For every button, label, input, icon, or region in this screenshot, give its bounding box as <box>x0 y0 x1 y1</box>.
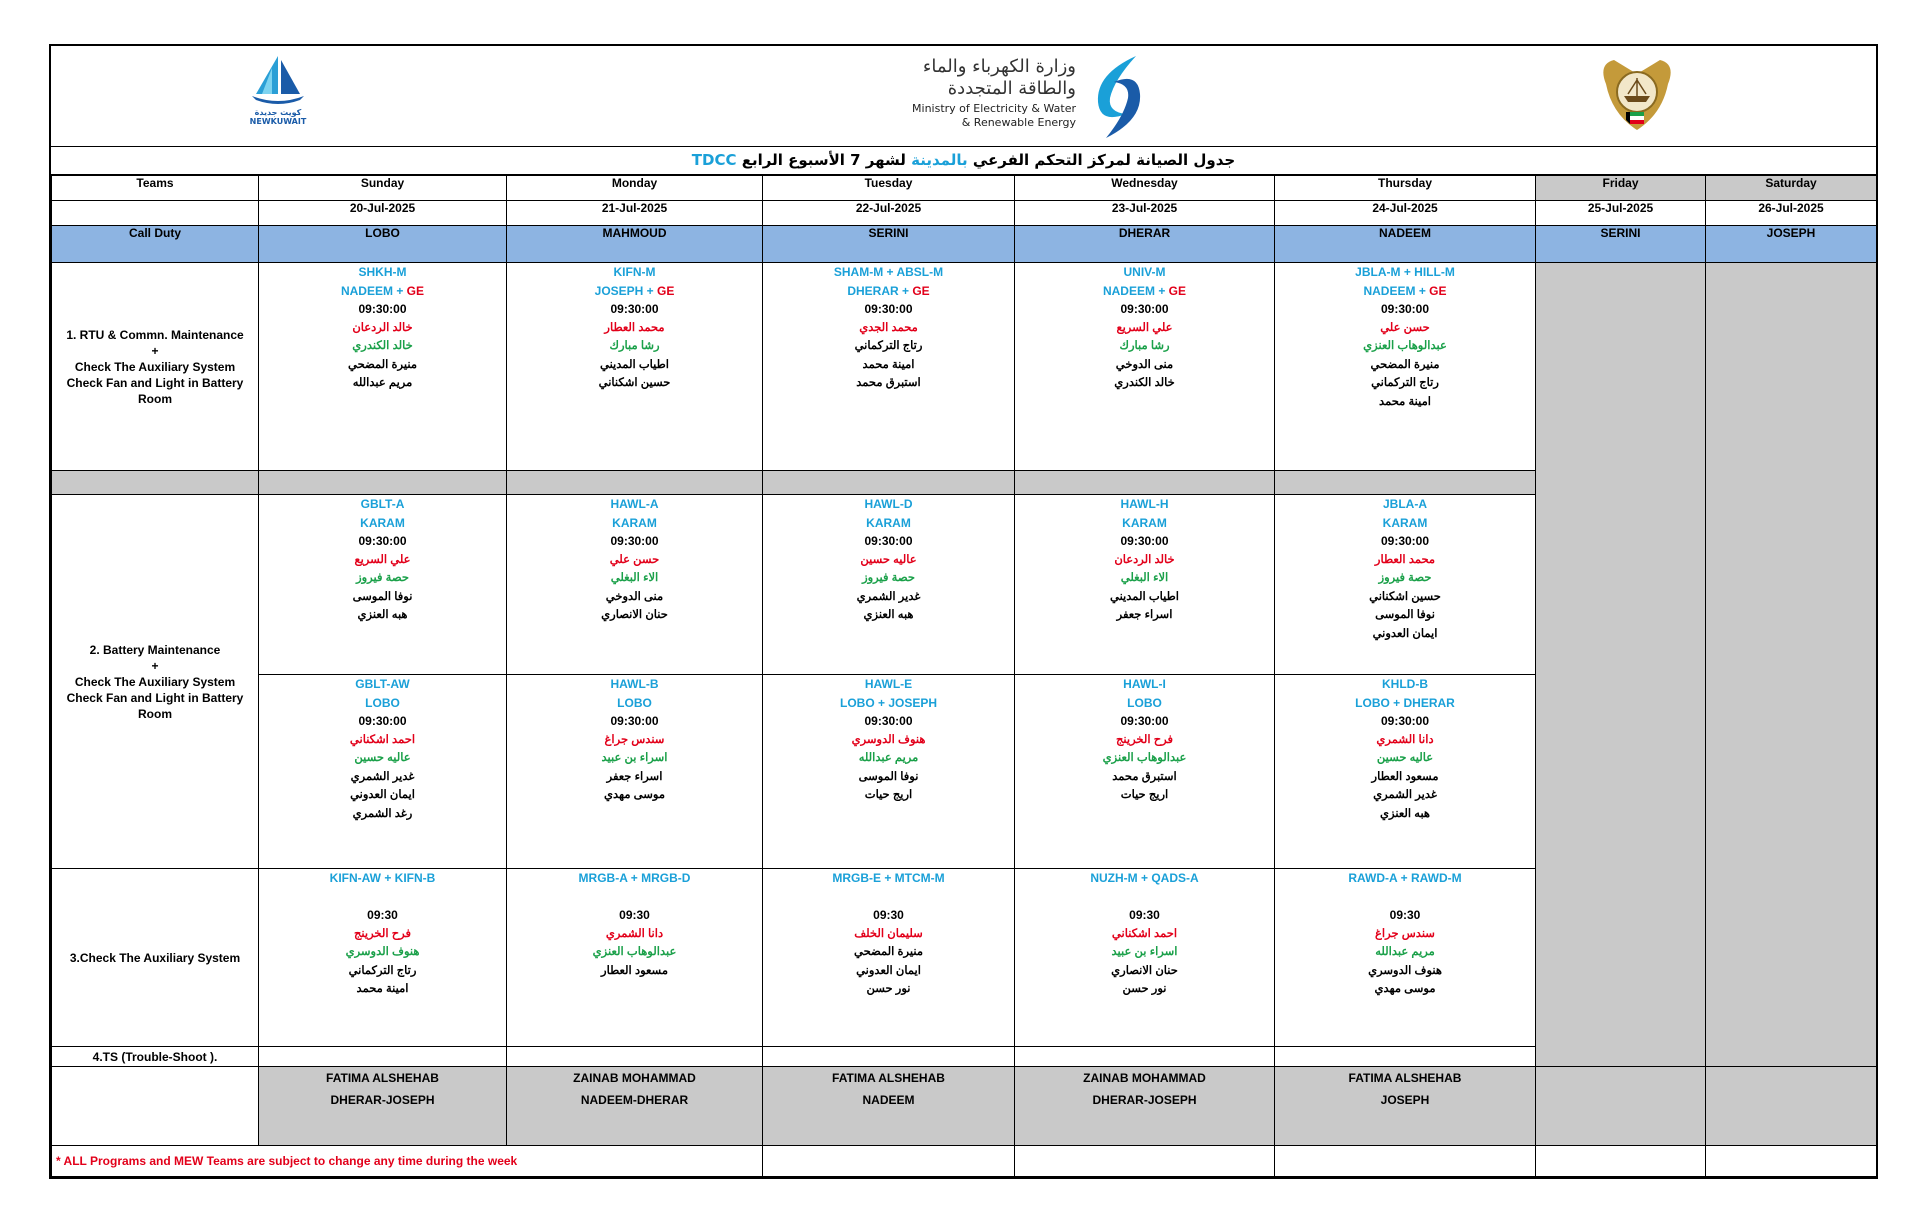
engineer-name: اطياب المديني <box>600 358 669 371</box>
date-cell: 22-Jul-2025 <box>763 201 1015 226</box>
call-duty-name: SERINI <box>763 226 1015 263</box>
engineer-name: الاء البغلي <box>610 572 659 584</box>
rtu-cell <box>1275 263 1536 471</box>
battery-cell <box>763 495 1015 675</box>
title-part2: لشهر 7 الأسبوع الرابع <box>736 151 912 169</box>
team-name: KARAM <box>1122 515 1167 530</box>
visit-time: 09:30:00 <box>864 714 913 728</box>
rtu-cell <box>507 263 763 471</box>
engineer-name: سندس جراغ <box>604 733 665 746</box>
station-code: HAWL-D <box>864 497 913 511</box>
sail-icon <box>248 54 308 104</box>
engineer-name: نور حسن <box>1122 983 1167 995</box>
team-line <box>259 694 506 713</box>
aux-cell <box>259 869 507 1047</box>
visit-time: 09:30:00 <box>1380 302 1430 316</box>
ge-label: GE <box>1429 283 1447 298</box>
engineer-name: غدير الشمري <box>1373 789 1437 801</box>
disclaimer-note: * ALL Programs and MEW Teams are subject to change any time during the week <box>52 1146 763 1177</box>
plus-sign: + <box>643 283 658 298</box>
call-duty-name: NADEEM <box>1275 226 1536 263</box>
station-code: NUZH-M + QADS-A <box>1090 871 1199 885</box>
visit-time: 09:30:00 <box>1120 534 1169 548</box>
ge-label: GE <box>657 283 675 298</box>
station-code: JBLA-M + HILL-M <box>1355 265 1455 279</box>
date-cell: 24-Jul-2025 <box>1275 201 1536 226</box>
engineer-name: هبه العنزي <box>357 609 408 621</box>
battery-cell <box>1015 675 1275 869</box>
station-code: GBLT-A <box>360 497 405 511</box>
supervisor-team: DHERAR-JOSEPH <box>330 1093 435 1107</box>
engineer-name: خالد الردعان <box>1114 553 1175 566</box>
call-duty-name: LOBO <box>259 226 507 263</box>
team-name: NADEEM <box>1102 283 1155 298</box>
engineer-name: ايمان العدوني <box>1372 627 1438 640</box>
visit-time: 09:30 <box>1129 908 1160 922</box>
team-name: LOBO <box>365 695 400 710</box>
visit-time: 09:30 <box>873 908 904 922</box>
team-name: NADEEM <box>1363 283 1416 298</box>
engineer-name: محمد العطار <box>1374 553 1436 566</box>
supervisor-row <box>52 1067 1877 1146</box>
station-code: KIFN-AW + KIFN-B <box>329 871 436 885</box>
engineer-name: رغد الشمري <box>352 807 413 820</box>
supervisor-cell <box>763 1067 1015 1146</box>
visit-time: 09:30:00 <box>864 534 913 548</box>
separator-cell <box>52 471 259 495</box>
engineer-name: خالد الكندري <box>1114 377 1175 389</box>
note-blank <box>1706 1146 1877 1177</box>
engineer-name: علي السريع <box>1116 321 1173 334</box>
task-line: Check The Auxiliary System <box>74 359 236 374</box>
separator-cell <box>763 471 1015 495</box>
engineer-name: سليمان الخلف <box>854 927 923 940</box>
engineer-name: منى الدوخي <box>605 590 664 603</box>
note-blank <box>1015 1146 1275 1177</box>
engineer-name: نوفا الموسى <box>858 770 919 783</box>
engineer-name: اسراء جعفر <box>606 770 663 783</box>
visit-time: 09:30:00 <box>1120 302 1169 316</box>
supervisor-team: NADEEM-DHERAR <box>580 1093 689 1107</box>
supervisor-team: JOSEPH <box>1380 1093 1430 1107</box>
supervisor-name: FATIMA ALSHEHAB <box>1348 1071 1462 1085</box>
day-header: Wednesday <box>1015 176 1275 201</box>
team-line <box>507 694 762 713</box>
battery-cell <box>1275 675 1536 869</box>
supervisor-name: ZAINAB MOHAMMAD <box>1083 1071 1206 1085</box>
team-name: LOBO + DHERAR <box>1355 695 1455 710</box>
station-code: UNIV-M <box>1123 265 1166 279</box>
task-line: 2. Battery Maintenance <box>89 642 221 657</box>
schedule-table <box>51 175 1877 1177</box>
day-header: Sunday <box>259 176 507 201</box>
note-row <box>52 1146 1877 1177</box>
ministry-ar-line1: وزارة الكهرباء والماء <box>922 56 1076 77</box>
team-line <box>259 514 506 533</box>
rtu-row <box>52 263 1877 471</box>
supervisor-name: ZAINAB MOHAMMAD <box>573 1071 696 1085</box>
supervisor-weekend <box>1536 1067 1706 1146</box>
station-code: HAWL-A <box>610 497 659 511</box>
ge-label: GE <box>1168 283 1187 298</box>
plus-sign: + <box>1415 283 1430 298</box>
team-line <box>763 514 1014 533</box>
team-name: KARAM <box>866 515 911 530</box>
engineer-name: عبدالوهاب العنزي <box>592 946 677 958</box>
ts-cell <box>259 1047 507 1067</box>
visit-time: 09:30:00 <box>610 714 659 728</box>
rtu-cell <box>763 263 1015 471</box>
engineer-name: حنان الانصاري <box>1111 964 1178 977</box>
engineer-name: رتاج التركماني <box>1371 377 1439 389</box>
team-name: NADEEM <box>340 283 393 298</box>
engineer-name: عاليه حسين <box>1376 752 1434 764</box>
task-line: Check Fan and Light in Battery <box>66 375 244 390</box>
engineer-name: اطياب المديني <box>1110 590 1179 603</box>
title-location: بالمدينة <box>911 151 968 169</box>
plus-sign: + <box>392 283 407 298</box>
engineer-name: حصة فيروز <box>356 572 409 584</box>
ts-cell <box>1275 1047 1536 1067</box>
spacer <box>763 888 1014 907</box>
ge-label: GE <box>406 283 425 298</box>
rtu-cell <box>259 263 507 471</box>
visit-time: 09:30:00 <box>358 302 407 316</box>
visit-time: 09:30:00 <box>1380 714 1430 728</box>
engineer-name: اريج حيات <box>1120 789 1169 801</box>
engineer-name: محمد الجدي <box>859 321 918 334</box>
engineer-name: حسين اشكناني <box>598 377 671 389</box>
engineer-name: الاء البغلي <box>1120 572 1169 584</box>
battery-cell <box>259 675 507 869</box>
supervisor-cell <box>259 1067 507 1146</box>
team-line <box>763 694 1014 713</box>
note-blank <box>763 1146 1015 1177</box>
title-code: TDCC <box>691 151 737 169</box>
aux-cell <box>1275 869 1536 1047</box>
spacer <box>1015 888 1274 907</box>
station-code: RAWD-A + RAWD-M <box>1348 871 1462 885</box>
engineer-name: منيرة المضحي <box>854 946 923 958</box>
spacer <box>1275 888 1535 907</box>
battery-cell <box>507 495 763 675</box>
station-code: MRGB-E + MTCM-M <box>832 871 945 885</box>
call-duty-name: SERINI <box>1536 226 1706 263</box>
day-header-row <box>52 176 1877 201</box>
engineer-name: دانا الشمري <box>1376 733 1434 746</box>
ministry-name-en <box>826 102 1076 130</box>
team-name: LOBO <box>1127 695 1162 710</box>
visit-time: 09:30:00 <box>610 302 659 316</box>
station-code: HAWL-H <box>1120 497 1169 511</box>
engineer-name: نور حسن <box>866 983 911 995</box>
engineer-name: هنوف الدوسري <box>345 946 420 958</box>
engineer-name: احمد اشكناني <box>349 733 416 746</box>
day-header: Monday <box>507 176 763 201</box>
supervisor-label-empty <box>52 1067 259 1146</box>
engineer-name: غدير الشمري <box>350 770 415 783</box>
call-duty-name: JOSEPH <box>1706 226 1877 263</box>
title-part1: جدول الصيانة لمركز التحكم الفرعي <box>967 151 1236 169</box>
ministry-ar-line2: والطاقة المتجددة <box>947 78 1076 99</box>
spacer <box>507 888 762 907</box>
engineer-name: رشا مبارك <box>1119 340 1170 352</box>
energy-swirl-icon <box>1086 54 1150 140</box>
engineer-name: امينة محمد <box>862 358 915 371</box>
engineer-name: حصة فيروز <box>862 572 915 584</box>
engineer-name: عاليه حسين <box>860 553 917 566</box>
separator-cell <box>1015 471 1275 495</box>
ministry-name-ar <box>826 56 1076 100</box>
spacer <box>259 888 506 907</box>
station-code: GBLT-AW <box>355 677 410 691</box>
engineer-name: فرح الخرينج <box>353 927 412 940</box>
call-duty-row <box>52 226 1877 263</box>
engineer-name: نوفا الموسى <box>1375 609 1435 621</box>
kuwait-emblem <box>1594 54 1684 134</box>
team-name: JOSEPH <box>594 283 644 298</box>
engineer-name: مريم عبدالله <box>858 752 919 764</box>
engineer-name: موسى مهدي <box>603 789 665 801</box>
task-line: Room <box>138 706 172 721</box>
empty-cell <box>52 201 259 226</box>
engineer-name: سندس جراغ <box>1375 927 1435 940</box>
day-header: Tuesday <box>763 176 1015 201</box>
team-line <box>763 282 1014 301</box>
station-code: KIFN-M <box>613 265 656 279</box>
task-line: Check The Auxiliary System <box>74 674 236 689</box>
day-header: Saturday <box>1706 176 1877 201</box>
station-code: HAWL-B <box>610 677 659 691</box>
team-line <box>507 282 762 301</box>
call-duty-name: MAHMOUD <box>507 226 763 263</box>
team-name: LOBO + JOSEPH <box>839 695 938 710</box>
separator-cell <box>259 471 507 495</box>
engineer-name: هبه العنزي <box>1380 807 1430 820</box>
engineer-name: دانا الشمري <box>605 927 664 940</box>
task-line: Room <box>138 391 172 406</box>
team-line <box>1015 514 1274 533</box>
supervisor-cell <box>1275 1067 1536 1146</box>
engineer-name: حنان الانصاري <box>601 609 668 621</box>
supervisor-weekend <box>1706 1067 1877 1146</box>
engineer-name: استبرق محمد <box>1112 770 1177 783</box>
separator-cell <box>507 471 763 495</box>
battery-cell <box>1015 495 1275 675</box>
station-code: HAWL-E <box>864 677 913 691</box>
task-line: Check Fan and Light in Battery <box>66 690 244 705</box>
engineer-name: حصة فيروز <box>1378 572 1432 584</box>
engineer-name: حسين اشكناني <box>1369 590 1441 603</box>
visit-time: 09:30 <box>1389 908 1421 922</box>
date-cell: 23-Jul-2025 <box>1015 201 1275 226</box>
emblem-icon <box>1594 54 1680 134</box>
engineer-name: عبدالوهاب العنزي <box>1102 752 1187 764</box>
date-cell: 20-Jul-2025 <box>259 201 507 226</box>
engineer-name: حسن علي <box>1380 321 1430 334</box>
visit-time: 09:30:00 <box>358 534 407 548</box>
engineer-name: فرح الخرينج <box>1115 733 1174 746</box>
ministry-logo <box>826 52 1156 142</box>
team-name: LOBO <box>617 695 652 710</box>
date-cell: 26-Jul-2025 <box>1706 201 1877 226</box>
team-line <box>1275 694 1535 713</box>
saturday-blank <box>1706 263 1877 1067</box>
note-blank <box>1275 1146 1536 1177</box>
call-duty-name: DHERAR <box>1015 226 1275 263</box>
task-line: + <box>151 658 159 673</box>
visit-time: 09:30:00 <box>610 534 659 548</box>
header <box>51 46 1876 147</box>
engineer-name: هنوف الدوسري <box>1368 964 1442 977</box>
station-code: SHKH-M <box>358 265 407 279</box>
aux-cell <box>1015 869 1275 1047</box>
task-ts-label: 4.TS (Trouble-Shoot ). <box>52 1047 259 1067</box>
engineer-name: اسراء بن عبيد <box>1111 946 1178 958</box>
date-cell: 25-Jul-2025 <box>1536 201 1706 226</box>
supervisor-name: FATIMA ALSHEHAB <box>832 1071 945 1085</box>
visit-time: 09:30:00 <box>864 302 913 316</box>
supervisor-team: NADEEM <box>862 1093 915 1107</box>
engineer-name: اريج حيات <box>864 789 913 801</box>
battery-cell <box>763 675 1015 869</box>
engineer-name: مسعود العطار <box>1371 770 1439 783</box>
friday-blank <box>1536 263 1706 1067</box>
team-name: KARAM <box>612 515 657 530</box>
engineer-name: مريم عبدالله <box>352 377 413 389</box>
plus-sign: + <box>898 283 913 298</box>
engineer-name: امينة محمد <box>356 983 409 995</box>
ministry-en-line1: Ministry of Electricity & Water <box>912 102 1076 115</box>
supervisor-name: FATIMA ALSHEHAB <box>326 1071 439 1085</box>
engineer-name: خالد الكندري <box>352 340 413 352</box>
date-cell: 21-Jul-2025 <box>507 201 763 226</box>
engineer-name: امينة محمد <box>1379 395 1431 408</box>
visit-time: 09:30 <box>619 908 650 922</box>
supervisor-cell <box>507 1067 763 1146</box>
task-aux-label: 3.Check The Auxiliary System <box>52 869 259 1047</box>
engineer-name: رتاج التركماني <box>348 964 417 977</box>
engineer-name: خالد الردعان <box>352 321 413 334</box>
aux-cell <box>507 869 763 1047</box>
engineer-name: هنوف الدوسري <box>851 733 926 746</box>
engineer-name: رتاج التركماني <box>854 340 923 352</box>
ts-cell <box>763 1047 1015 1067</box>
station-code: KHLD-B <box>1382 677 1428 691</box>
schedule-sheet <box>49 44 1878 1179</box>
team-line <box>1275 282 1535 301</box>
station-code: MRGB-A + MRGB-D <box>578 871 691 885</box>
visit-time: 09:30:00 <box>358 714 407 728</box>
supervisor-cell <box>1015 1067 1275 1146</box>
note-blank <box>1536 1146 1706 1177</box>
engineer-name: محمد العطار <box>604 321 665 334</box>
engineer-name: اسراء بن عبيد <box>601 752 668 764</box>
task-line: + <box>151 343 159 358</box>
engineer-name: منى الدوخي <box>1115 358 1174 371</box>
rtu-cell <box>1015 263 1275 471</box>
engineer-name: هبه العنزي <box>863 609 914 621</box>
team-line <box>1015 282 1274 301</box>
date-row <box>52 201 1877 226</box>
team-line <box>1275 514 1535 533</box>
battery-cell <box>1275 495 1536 675</box>
engineer-name: مريم عبدالله <box>1375 946 1435 958</box>
day-header: Friday <box>1536 176 1706 201</box>
task-rtu-label <box>52 263 259 471</box>
ts-cell <box>1015 1047 1275 1067</box>
visit-time: 09:30 <box>367 908 398 922</box>
new-kuwait-ar: كويت جديدة <box>254 108 302 117</box>
engineer-name: موسى مهدي <box>1374 983 1436 995</box>
plus-sign: + <box>1154 283 1169 298</box>
task-battery-label <box>52 495 259 869</box>
new-kuwait-logo <box>243 54 313 134</box>
station-code: HAWL-I <box>1123 677 1166 691</box>
day-header: Thursday <box>1275 176 1536 201</box>
team-line <box>259 282 506 301</box>
engineer-name: عبدالوهاب العنزي <box>1363 340 1447 352</box>
engineer-name: استبرق محمد <box>856 377 921 389</box>
team-line <box>1015 694 1274 713</box>
engineer-name: ايمان العدوني <box>350 789 415 801</box>
battery-cell <box>259 495 507 675</box>
ministry-en-line2: & Renewable Energy <box>961 116 1076 129</box>
battery-cell <box>507 675 763 869</box>
engineer-name: احمد اشكناني <box>1111 927 1178 940</box>
ge-label: GE <box>912 283 930 298</box>
station-code: SHAM-M + ABSL-M <box>833 265 944 279</box>
engineer-name: ايمان العدوني <box>856 964 921 977</box>
engineer-name: حسن علي <box>609 553 660 566</box>
engineer-name: مسعود العطار <box>601 964 668 977</box>
supervisor-team: DHERAR-JOSEPH <box>1092 1093 1197 1107</box>
task-line: 1. RTU & Commn. Maintenance <box>66 327 244 342</box>
engineer-name: منيرة المضحي <box>348 358 417 371</box>
visit-time: 09:30:00 <box>1120 714 1169 728</box>
schedule-title <box>51 147 1876 175</box>
station-code: JBLA-A <box>1383 497 1427 511</box>
ts-cell <box>507 1047 763 1067</box>
teams-header: Teams <box>52 176 259 201</box>
call-duty-label: Call Duty <box>52 226 259 263</box>
team-name: DHERAR <box>847 283 899 298</box>
engineer-name: منيرة المضحي <box>1370 358 1440 371</box>
team-name: KARAM <box>360 515 405 530</box>
engineer-name: نوفا الموسى <box>352 590 413 603</box>
engineer-name: اسراء جعفر <box>1116 609 1173 621</box>
engineer-name: عاليه حسين <box>354 752 411 764</box>
team-name: KARAM <box>1382 515 1428 530</box>
new-kuwait-en: NEWKUWAIT <box>249 117 307 126</box>
team-line <box>507 514 762 533</box>
engineer-name: غدير الشمري <box>856 590 921 603</box>
aux-cell <box>763 869 1015 1047</box>
visit-time: 09:30:00 <box>1380 534 1430 548</box>
engineer-name: علي السريع <box>354 553 411 566</box>
separator-cell <box>1275 471 1536 495</box>
engineer-name: رشا مبارك <box>609 340 660 352</box>
